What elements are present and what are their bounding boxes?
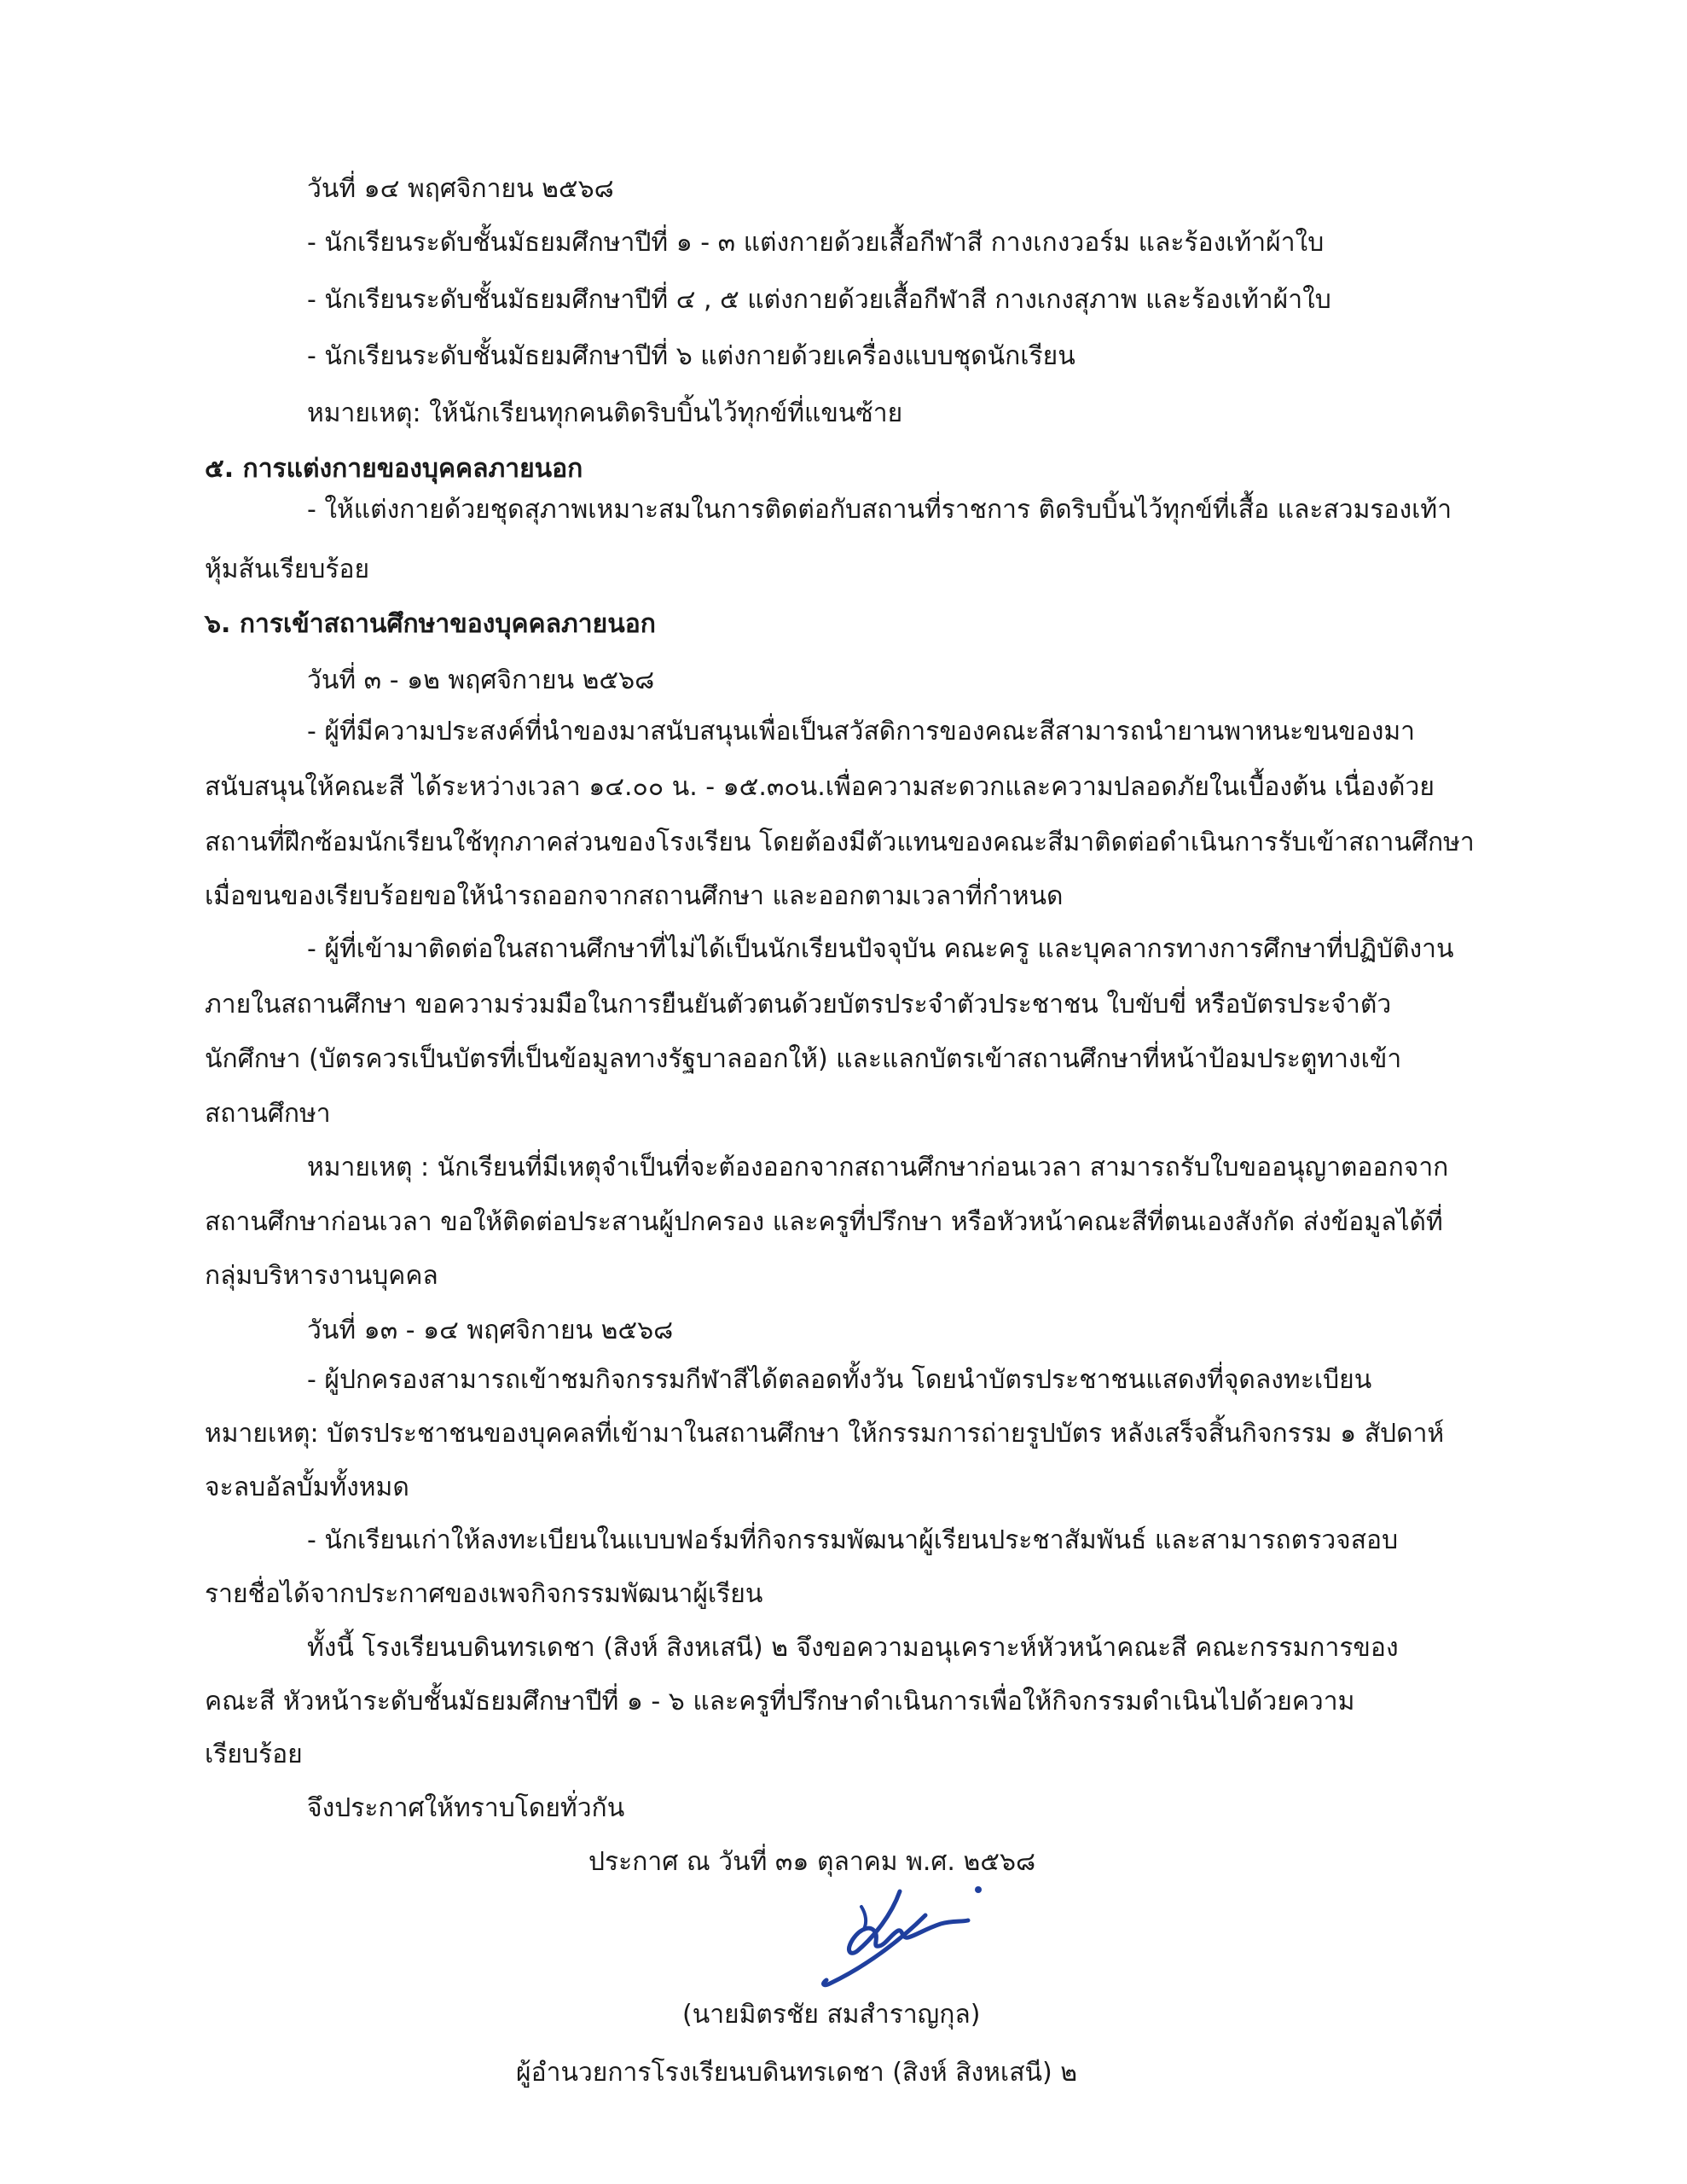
signature — [772, 1856, 994, 1996]
parents-entry: - ผู้ปกครองสามารถเข้าชมกิจกรรมกีฬาสีได้ตลอดทั้งวัน โดยนำบัตรประชาชนแสดงที่จุดลงทะเบียน — [307, 1365, 1372, 1395]
note-leave-early-line-2: สถานศึกษาก่อนเวลา ขอให้ติดต่อประสานผู้ปกครอง และครูที่ปรึกษา หรือหัวหน้าคณะสีที่ตนเองสังกัด ส่งข้อมูลได้ที่ — [205, 1207, 1443, 1237]
visitor-id-line-4: สถานศึกษา — [205, 1099, 331, 1129]
date-14-nov: วันที่ ๑๔ พฤศจิกายน ๒๕๖๘ — [307, 174, 614, 204]
note-ribbon-arm: หมายเหตุ: ให้นักเรียนทุกคนติดริบบิ้นไว้ทุกข์ที่แขนซ้าย — [307, 398, 903, 428]
section-6-heading: ๖. การเข้าสถานศึกษาของบุคคลภายนอก — [205, 609, 656, 639]
visitor-id-line-1: - ผู้ที่เข้ามาติดต่อในสถานศึกษาที่ไม่ได้เป็นนักเรียนปัจจุบัน คณะครู และบุคลากรทางการศึกษาที่ปฏิบัติงาน — [307, 934, 1454, 964]
outsider-dress-line-1: - ให้แต่งกายด้วยชุดสุภาพเหมาะสมในการติดต่อกับสถานที่ราชการ ติดริบบิ้นไว้ทุกข์ที่เสื้อ และสวมรองเท้า — [307, 495, 1452, 525]
dress-code-m1-m3: - นักเรียนระดับชั้นมัธยมศึกษาปีที่ ๑ - ๓ แต่งกายด้วยเสื้อกีฬาสี กางเกงวอร์ม และร้องเท้าผ้าใบ — [307, 228, 1325, 258]
support-line-1: - ผู้ที่มีความประสงค์ที่นำของมาสนับสนุนเพื่อเป็นสวัสดิการของคณะสีสามารถนำยานพาหนะขนของมา — [307, 717, 1416, 746]
support-line-4: เมื่อขนของเรียบร้อยขอให้นำรถออกจากสถานศึกษา และออกตามเวลาที่กำหนด — [205, 881, 1064, 911]
announce-date: ประกาศ ณ วันที่ ๓๑ ตุลาคม พ.ศ. ๒๕๖๘ — [588, 1847, 1036, 1877]
note-id-photo-line-1: หมายเหตุ: บัตรประชาชนของบุคคลที่เข้ามาในสถานศึกษา ให้กรรมการถ่ายรูปบัตร หลังเสร็จสิ้นกิจกรรม ๑ สัปดาห์ — [205, 1419, 1445, 1449]
support-line-3: สถานที่ฝึกซ้อมนักเรียนใช้ทุกภาคส่วนของโรงเรียน โดยต้องมีตัวแทนของคณะสีมาติดต่อดำเนินการรับเข้าสถานศึกษา — [205, 828, 1475, 857]
closing-line-1: ทั้งนี้ โรงเรียนบดินทรเดชา (สิงห์ สิงหเสนี) ๒ จึงขอความอนุเคราะห์หัวหน้าคณะสี คณะกรรมการของ — [307, 1633, 1399, 1663]
section-5-heading: ๕. การแต่งกายของบุคคลภายนอก — [205, 454, 583, 484]
alumni-line-2: รายชื่อได้จากประกาศของเพจกิจกรรมพัฒนาผู้เรียน — [205, 1579, 763, 1609]
signer-name: (นายมิตรชัย สมสำราญกุล) — [682, 2000, 981, 2030]
visitor-id-line-2: ภายในสถานศึกษา ขอความร่วมมือในการยืนยันตัวตนด้วยบัตรประจำตัวประชาชน ใบขับขี่ หรือบัตรประจำตัว — [205, 990, 1392, 1019]
announce-general: จึงประกาศให้ทราบโดยทั่วกัน — [307, 1793, 625, 1823]
dress-code-m4-m5: - นักเรียนระดับชั้นมัธยมศึกษาปีที่ ๔ , ๕ แต่งกายด้วยเสื้อกีฬาสี กางเกงสุภาพ และร้องเท้าผ้าใบ — [307, 285, 1331, 315]
alumni-line-1: - นักเรียนเก่าให้ลงทะเบียนในแบบฟอร์มที่กิจกรรมพัฒนาผู้เรียนประชาสัมพันธ์ และสามารถตรวจสอบ — [307, 1525, 1399, 1555]
support-line-2: สนับสนุนให้คณะสี ได้ระหว่างเวลา ๑๔.๐๐ น. - ๑๕.๓๐น.เพื่อความสะดวกและความปลอดภัยในเบื้องต้น เนื่องด้วย — [205, 772, 1435, 802]
closing-line-3: เรียบร้อย — [205, 1740, 303, 1769]
note-leave-early-line-3: กลุ่มบริหารงานบุคคล — [205, 1261, 438, 1291]
closing-line-2: คณะสี หัวหน้าระดับชั้นมัธยมศึกษาปีที่ ๑ - ๖ และครูที่ปรึกษาดำเนินการเพื่อให้กิจกรรมดำเนินไปด้วยความ — [205, 1687, 1355, 1716]
note-id-photo-line-2: จะลบอัลบั้มทั้งหมด — [205, 1472, 409, 1502]
visitor-id-line-3: นักศึกษา (บัตรควรเป็นบัตรที่เป็นข้อมูลทางรัฐบาลออกให้) และแลกบัตรเข้าสถานศึกษาที่หน้าป้อมประตูทางเข้า — [205, 1044, 1402, 1074]
note-leave-early-line-1: หมายเหตุ : นักเรียนที่มีเหตุจำเป็นที่จะต้องออกจากสถานศึกษาก่อนเวลา สามารถรับใบขออนุญาตออกจาก — [307, 1153, 1449, 1182]
date-13-14-nov: วันที่ ๑๓ - ๑๔ พฤศจิกายน ๒๕๖๘ — [307, 1316, 674, 1345]
outsider-dress-line-2: หุ้มส้นเรียบร้อย — [205, 555, 370, 584]
signer-title: ผู้อำนวยการโรงเรียนบดินทรเดชา (สิงห์ สิงหเสนี) ๒ — [516, 2058, 1078, 2088]
date-3-12-nov: วันที่ ๓ - ๑๒ พฤศจิกายน ๒๕๖๘ — [307, 665, 655, 695]
dress-code-m6: - นักเรียนระดับชั้นมัธยมศึกษาปีที่ ๖ แต่งกายด้วยเครื่องแบบชุดนักเรียน — [307, 341, 1075, 371]
